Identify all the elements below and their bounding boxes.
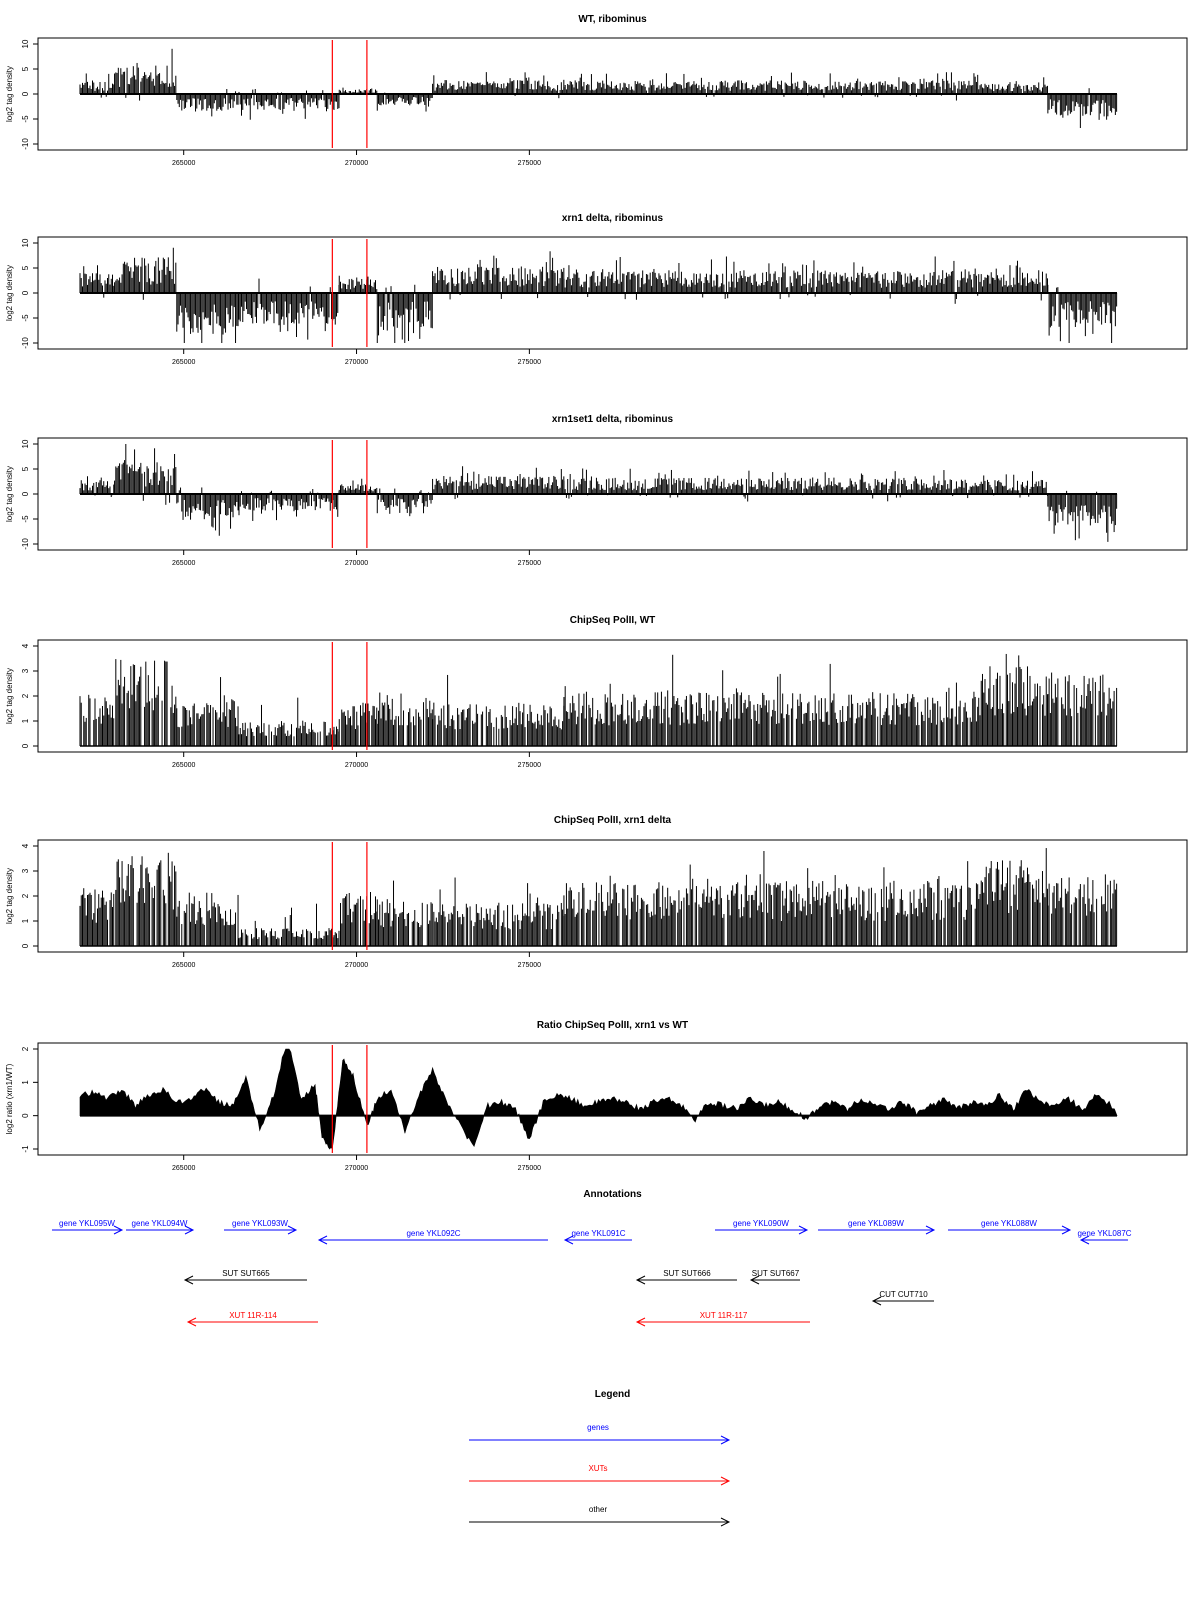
annotation-label: gene YKL093W xyxy=(232,1219,288,1228)
y-tick-label: -10 xyxy=(21,337,30,349)
x-tick-label: 265000 xyxy=(172,962,196,969)
annotation-gene xyxy=(319,1229,548,1244)
y-tick-label: 0 xyxy=(21,91,30,97)
y-tick-label: -10 xyxy=(21,138,30,150)
legend-item-other xyxy=(469,1505,729,1526)
panel-2 xyxy=(5,213,1187,366)
annotation-gene xyxy=(1077,1229,1131,1244)
y-tick-label: 10 xyxy=(21,39,30,49)
annotation-label: gene YKL092C xyxy=(406,1229,461,1238)
y-tick-label: -5 xyxy=(21,314,30,322)
x-tick-label: 270000 xyxy=(344,560,369,567)
x-tick-label: 270000 xyxy=(344,1165,369,1172)
y-tick-label: 0 xyxy=(21,1113,30,1118)
annotation-label: XUT 11R-114 xyxy=(229,1311,277,1320)
y-tick-label: 5 xyxy=(21,265,30,271)
annotation-label: gene YKL095W xyxy=(59,1219,115,1228)
x-tick-label: 270000 xyxy=(344,962,369,969)
legend-section xyxy=(469,1389,729,1526)
legend-label: genes xyxy=(587,1423,609,1432)
y-tick-label: 0 xyxy=(21,743,30,749)
y-tick-label: 4 xyxy=(21,843,30,849)
y-tick-label: 0 xyxy=(21,491,30,497)
annotation-gene xyxy=(715,1219,807,1234)
y-tick-label: 1 xyxy=(21,718,30,724)
x-tick-label: 270000 xyxy=(344,762,369,769)
legend-item-gene xyxy=(469,1423,729,1444)
y-axis-label: log2 ratio (xrn1/WT) xyxy=(5,1063,14,1135)
x-tick-label: 265000 xyxy=(172,160,196,167)
annotation-xut xyxy=(637,1311,810,1326)
annotation-gene xyxy=(565,1229,632,1244)
y-tick-label: 4 xyxy=(21,643,30,649)
annotation-label: gene YKL090W xyxy=(733,1219,789,1228)
y-axis-label: log2 tag density xyxy=(5,264,14,322)
annotation-gene xyxy=(52,1219,122,1234)
y-tick-label: 5 xyxy=(21,66,30,72)
panel-title: xrn1set1 delta, ribominus xyxy=(551,414,674,425)
y-tick-label: 3 xyxy=(21,668,30,674)
annotation-other xyxy=(751,1269,800,1284)
x-tick-label: 265000 xyxy=(172,1165,196,1172)
y-tick-label: 10 xyxy=(21,238,30,248)
x-tick-label: 275000 xyxy=(517,560,542,567)
panel-1 xyxy=(5,14,1187,167)
x-tick-label: 275000 xyxy=(517,962,542,969)
y-tick-label: 0 xyxy=(21,943,30,949)
panel-title: Ratio ChipSeq PolII, xrn1 vs WT xyxy=(536,1020,689,1031)
annotation-gene xyxy=(818,1219,934,1234)
panel-title: xrn1 delta, ribominus xyxy=(561,213,664,224)
x-tick-label: 265000 xyxy=(172,560,196,567)
annotation-gene xyxy=(948,1219,1070,1234)
annotation-label: SUT SUT665 xyxy=(222,1269,270,1278)
x-tick-label: 270000 xyxy=(344,359,369,366)
panel-4 xyxy=(5,615,1187,769)
panel-6 xyxy=(5,1020,1187,1172)
annotation-other xyxy=(637,1269,737,1284)
panel-5 xyxy=(5,815,1187,969)
x-tick-label: 275000 xyxy=(517,359,542,366)
y-tick-label: 10 xyxy=(21,439,30,449)
y-tick-label: -1 xyxy=(21,1145,30,1153)
panel-3 xyxy=(5,414,1187,567)
panel-title: WT, ribominus xyxy=(578,14,647,25)
annotation-gene xyxy=(224,1219,296,1234)
annotation-label: gene YKL091C xyxy=(571,1229,626,1238)
annotation-label: gene YKL088W xyxy=(981,1219,1037,1228)
annotation-label: XUT 11R-117 xyxy=(699,1311,748,1320)
y-tick-label: -5 xyxy=(21,515,30,523)
annotation-label: gene YKL094W xyxy=(131,1219,188,1228)
legend-item-xut xyxy=(469,1464,729,1485)
y-tick-label: 1 xyxy=(21,1080,30,1085)
panel-title: ChipSeq PolII, xrn1 delta xyxy=(553,815,672,826)
annotation-other xyxy=(873,1290,934,1305)
annotation-label: SUT SUT666 xyxy=(663,1269,711,1278)
y-tick-label: 2 xyxy=(21,893,30,899)
x-tick-label: 265000 xyxy=(172,359,196,366)
y-tick-label: 0 xyxy=(21,290,30,296)
legend-label: XUTs xyxy=(588,1464,608,1473)
y-axis-label: log2 tag density xyxy=(5,867,14,925)
x-tick-label: 275000 xyxy=(517,160,542,167)
y-tick-label: 1 xyxy=(21,918,30,924)
x-tick-label: 270000 xyxy=(344,160,369,167)
annotation-label: CUT CUT710 xyxy=(879,1290,928,1299)
ratio-area xyxy=(80,1049,1117,1149)
y-tick-label: -10 xyxy=(21,538,30,550)
legend-title: Legend xyxy=(594,1389,631,1400)
x-tick-label: 275000 xyxy=(517,1165,542,1172)
annotation-label: gene YKL089W xyxy=(848,1219,904,1228)
annotation-label: gene YKL087C xyxy=(1077,1229,1132,1238)
x-tick-label: 265000 xyxy=(172,762,196,769)
annotations-section xyxy=(52,1189,1132,1326)
y-tick-label: 3 xyxy=(21,868,30,874)
annotation-xut xyxy=(188,1311,318,1326)
y-axis-label: log2 tag density xyxy=(5,667,14,725)
annotation-gene xyxy=(126,1219,193,1234)
y-axis-label: log2 tag density xyxy=(5,465,14,523)
legend-label: other xyxy=(588,1505,608,1514)
y-tick-label: 5 xyxy=(21,466,30,472)
y-tick-label: 2 xyxy=(21,693,30,699)
annotation-other xyxy=(185,1269,307,1284)
annotation-label: SUT SUT667 xyxy=(751,1269,800,1278)
x-tick-label: 275000 xyxy=(517,762,542,769)
panel-title: ChipSeq PolII, WT xyxy=(569,615,656,626)
y-axis-label: log2 tag density xyxy=(5,65,14,123)
annotations-title: Annotations xyxy=(583,1189,642,1200)
y-tick-label: -5 xyxy=(21,115,30,123)
y-tick-label: 2 xyxy=(21,1046,30,1052)
